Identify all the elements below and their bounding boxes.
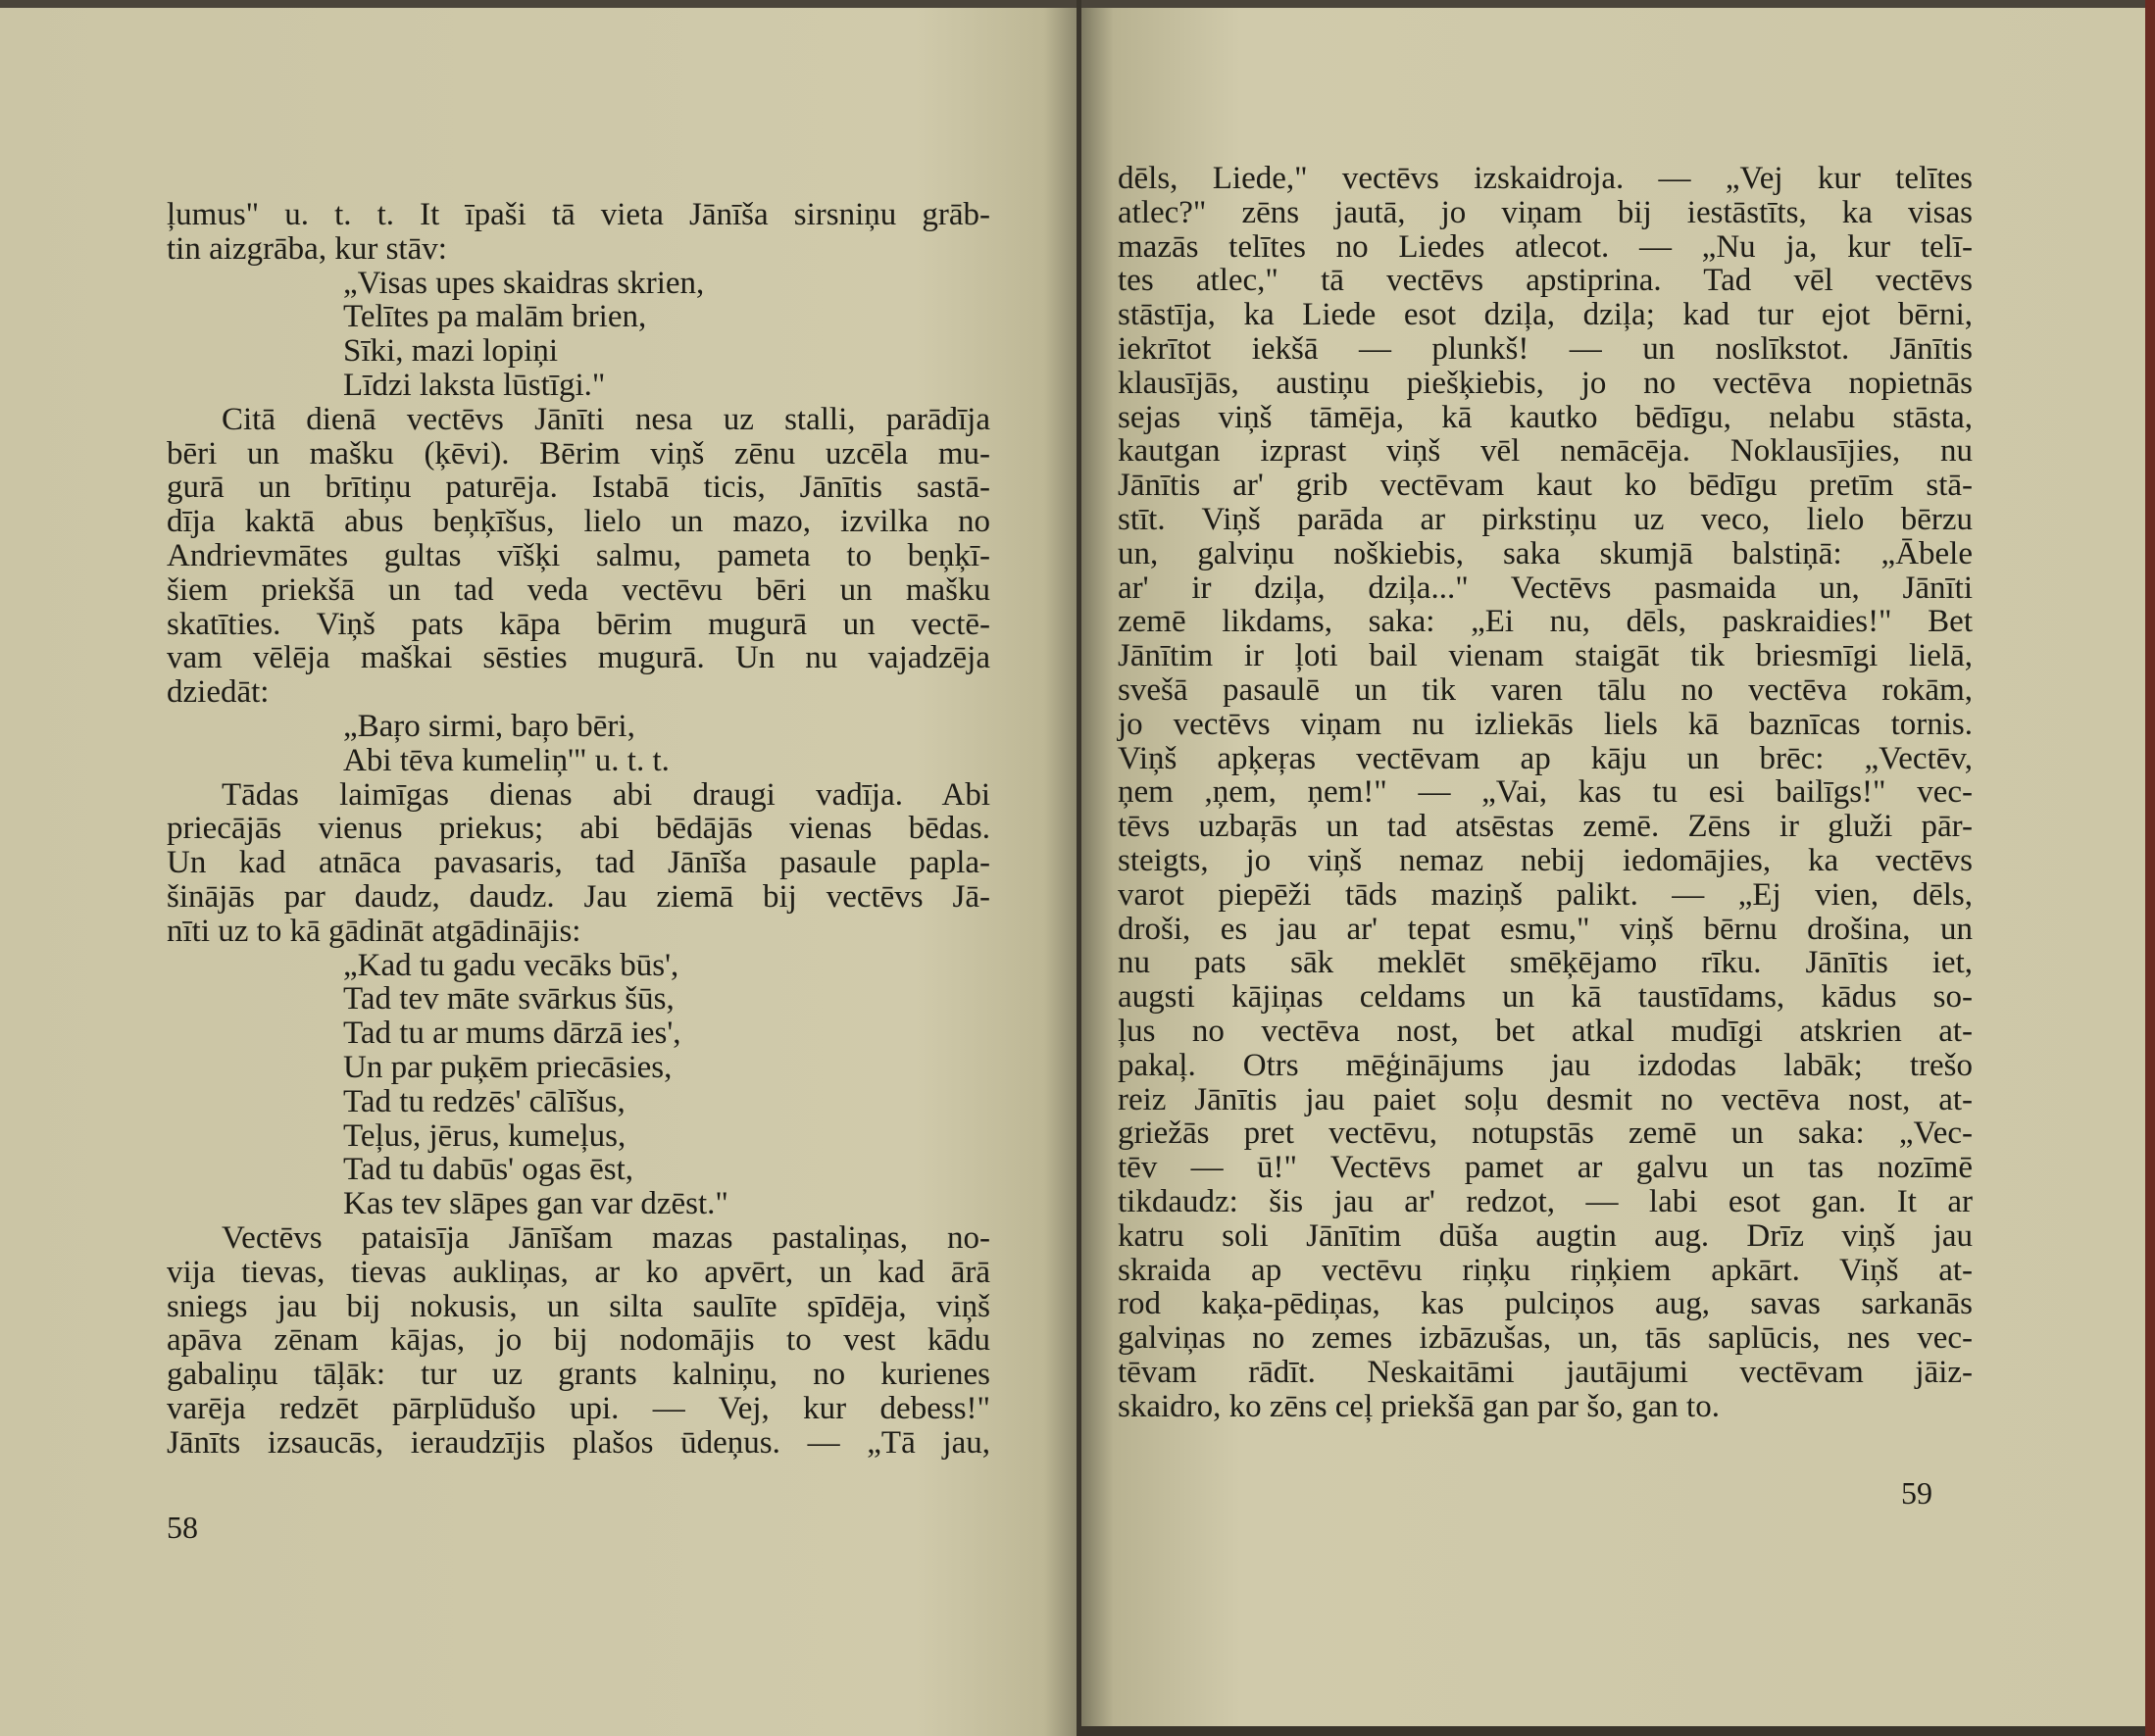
text-line: varot piepēži tāds maziņš palikt. — „Ej vien, dēls, xyxy=(1118,876,1973,913)
text-line: Vectēvs pataisīja Jānīšam mazas pastaliņas, no- xyxy=(222,1219,990,1256)
text-line: tin aizgrāba, kur stāv: xyxy=(167,230,447,267)
text-line: Jānītis ar' grib vectēvam kaut ko bēdīgu pretīm stā- xyxy=(1118,468,1973,504)
text-line: skaidro, ko zēns ceļ priekšā gan par šo, gan to. xyxy=(1118,1388,1720,1424)
text-line: apāva zēnam kājas, jo bij nodomājis to vest kādu xyxy=(167,1322,990,1359)
text-line: Andrievmātes gultas vīšķi salmu, pameta to beņķī- xyxy=(167,537,990,573)
text-line: nu pats sāk meklēt smēķējamo rīku. Jānītis iet, xyxy=(1118,945,1973,981)
right-page-number: 59 xyxy=(1901,1475,1932,1511)
bottom-edge-shadow xyxy=(1081,1726,2145,1736)
text-line: iekrītot iekšā — plunkš! — un noslīkstot. Jānītis xyxy=(1118,330,1973,367)
text-line: „Kad tu gadu vecāks būs', xyxy=(343,947,679,983)
text-line: „Baŗo sirmi, baŗo bēri, xyxy=(343,708,635,744)
text-line: Sīki, mazi lopiņi xyxy=(343,333,559,370)
text-line: stāstīja, ka Liede esot dziļa, dziļa; kad tur ejot bērni, xyxy=(1118,297,1973,333)
text-line: Tad tu dabūs' ogas ēst, xyxy=(343,1152,634,1188)
text-line: augsti kājiņas celdams un kā taustīdams, kādus so- xyxy=(1118,979,1973,1016)
text-line: Jānītim ir ļoti bail vienam staigāt tik briesmīgi lielā, xyxy=(1118,638,1973,674)
text-line: tēvam rādīt. Neskaitāmi jautājumi vectēvam jāiz- xyxy=(1118,1354,1973,1390)
book-cover-edge xyxy=(2145,0,2155,1736)
top-edge-shadow xyxy=(1081,0,2145,8)
text-line: ļus no vectēva nost, bet atkal mudīgi atskrien at- xyxy=(1118,1013,1973,1049)
text-line: bēri un mašku (ķēvi). Bērim viņš zēnu uzcēla mu- xyxy=(167,435,990,471)
text-line: varēja redzēt pārplūdušo upi. — Vej, kur debess!" xyxy=(167,1390,990,1426)
text-line: šiem priekšā un tad veda vectēvu bēri un mašku xyxy=(167,571,990,608)
text-line: steigts, jo viņš nemaz nebij iedomājies, ka vectēvs xyxy=(1118,842,1973,878)
text-line: pakaļ. Otrs mēģinājums jau izdodas labāk; trešo xyxy=(1118,1047,1973,1083)
text-line: kautgan izprast viņš vēl nemācēja. Noklausījies, nu xyxy=(1118,433,1973,470)
text-line: vija tievas, tievas aukliņas, ar ko apvērt, un kad ārā xyxy=(167,1254,990,1290)
right-page-text xyxy=(1118,162,1973,1423)
text-line: Līdzi laksta lūstīgi." xyxy=(343,367,606,403)
text-line: Tad tev māte svārkus šūs, xyxy=(343,981,675,1017)
text-line: Teļus, jērus, kumeļus, xyxy=(343,1117,626,1154)
text-line: rod kaķa-pēdiņas, kas pulciņos aug, savas sarkanās xyxy=(1118,1286,1973,1322)
text-line: ar' ir dziļa, dziļa..." Vectēvs pasmaida un, Jānīti xyxy=(1118,570,1973,606)
text-line: šinājās par daudz, daudz. Jau ziemā bij vectēvs Jā- xyxy=(167,878,990,915)
text-line: Un par puķēm priecāsies, xyxy=(343,1049,673,1085)
text-line: „Visas upes skaidras skrien, xyxy=(343,265,705,301)
text-line: gabaliņu tāļāk: tur uz grants kalniņu, no kurienes xyxy=(167,1357,990,1393)
right-page xyxy=(1081,0,2145,1736)
text-line: vam vēlēja maškai sēsties mugurā. Un nu vajadzēja xyxy=(167,640,990,676)
text-line: priecājās vienus priekus; abi bēdājās vienas bēdas. xyxy=(167,811,990,847)
text-line: sniegs jau bij nokusis, un silta saulīte spīdēja, viņš xyxy=(167,1288,990,1324)
text-line: Tad tu ar mums dārzā ies', xyxy=(343,1016,681,1052)
text-line: jo vectēvs viņam nu izliekās liels kā baznīcas tornis. xyxy=(1118,706,1973,742)
text-line: nīti uz to kā gādināt atgādinājis: xyxy=(167,913,581,949)
text-line: Telītes pa malām brien, xyxy=(343,299,647,335)
text-line: zemē likdams, saka: „Ei nu, dēls, paskraidies!" Bet xyxy=(1118,604,1973,640)
text-line: skraida ap vectēvu riņķu riņķiem apkārt. Viņš at- xyxy=(1118,1252,1973,1288)
text-line: galviņas no zemes izbāzušas, un, tās saplūcis, nes vec- xyxy=(1118,1320,1973,1357)
text-line: Jānīts izsaucās, ieraudzījis plašos ūdeņus. — „Tā jau, xyxy=(167,1424,990,1461)
text-line: tēv — ū!" Vectēvs pamet ar galvu un tas nozīmē xyxy=(1118,1150,1973,1186)
text-line: Viņš apķeŗas vectēvam ap kāju un brēc: „Vectēv, xyxy=(1118,740,1973,776)
text-line: dēls, Liede," vectēvs izskaidroja. — „Vej kur telītes xyxy=(1118,161,1973,196)
text-line: Kas tev slāpes gan var dzēst." xyxy=(343,1186,728,1222)
text-line: un, galviņu noškiebis, saka skumjā balstiņā: „Ābele xyxy=(1118,535,1973,571)
left-page-text xyxy=(167,198,990,1460)
text-line: griežās pret vectēvu, notupstās zemē un saka: „Vec- xyxy=(1118,1116,1973,1152)
text-line: atlec?" zēns jautā, jo viņam bij iestāstīts, ka visas xyxy=(1118,194,1973,230)
top-edge-shadow xyxy=(0,0,1077,8)
text-line: Tādas laimīgas dienas abi draugi vadīja. Abi xyxy=(222,776,990,813)
text-line: ņem ,ņem, ņem!" — „Vai, kas tu esi bailīgs!" vec- xyxy=(1118,774,1973,811)
text-line: stīt. Viņš parāda ar pirkstiņu uz veco, lielo bērzu xyxy=(1118,501,1973,537)
left-page xyxy=(0,0,1077,1736)
text-line: svešā pasaulē un tik varen tālu no vectēva rokām, xyxy=(1118,671,1973,708)
text-line: tikdaudz: šis jau ar' redzot, — labi esot gan. It ar xyxy=(1118,1183,1973,1219)
text-line: tēvs uzbaŗās un tad atsēstas zemē. Zēns ir gluži pār- xyxy=(1118,809,1973,845)
text-line: Un kad atnāca pavasaris, tad Jānīša pasaule papla- xyxy=(167,845,990,881)
text-line: droši, es jau ar' tepat esmu," viņš bērnu drošina, un xyxy=(1118,911,1973,947)
text-line: skatīties. Viņš pats kāpa bērim mugurā un vectē- xyxy=(167,606,990,642)
text-line: mazās telītes no Liedes atlecot. — „Nu ja, kur telī- xyxy=(1118,228,1973,265)
text-line: reiz Jānītis jau paiet soļu desmit no vectēva nost, at- xyxy=(1118,1081,1973,1117)
text-line: gurā un brītiņu paturēja. Istabā ticis, Jānītis sastā- xyxy=(167,470,990,506)
text-line: ļumus" u. t. t. It īpaši tā vieta Jānīša sirsniņu grāb- xyxy=(167,197,990,232)
text-line: Abi tēva kumeliņ'" u. t. t. xyxy=(343,742,670,778)
text-line: klausījās, austiņu piešķiebis, jo no vectēva nopietnās xyxy=(1118,365,1973,401)
text-line: dziedāt: xyxy=(167,674,270,711)
left-page-number: 58 xyxy=(167,1510,198,1545)
text-line: Tad tu redzēs' cālīšus, xyxy=(343,1083,626,1119)
text-line: tes atlec," tā vectēvs apstiprina. Tad vēl vectēvs xyxy=(1118,263,1973,299)
text-line: sejas viņš tāmēja, kā kautko bēdīgu, nelabu stāsta, xyxy=(1118,399,1973,435)
text-line: katru soli Jānītim dūša augtin aug. Drīz viņš jau xyxy=(1118,1217,1973,1254)
text-line: dīja kaktā abus beņķīšus, lielo un mazo, izvilka no xyxy=(167,504,990,540)
text-line: Citā dienā vectēvs Jānīti nesa uz stalli, parādīja xyxy=(222,401,990,437)
